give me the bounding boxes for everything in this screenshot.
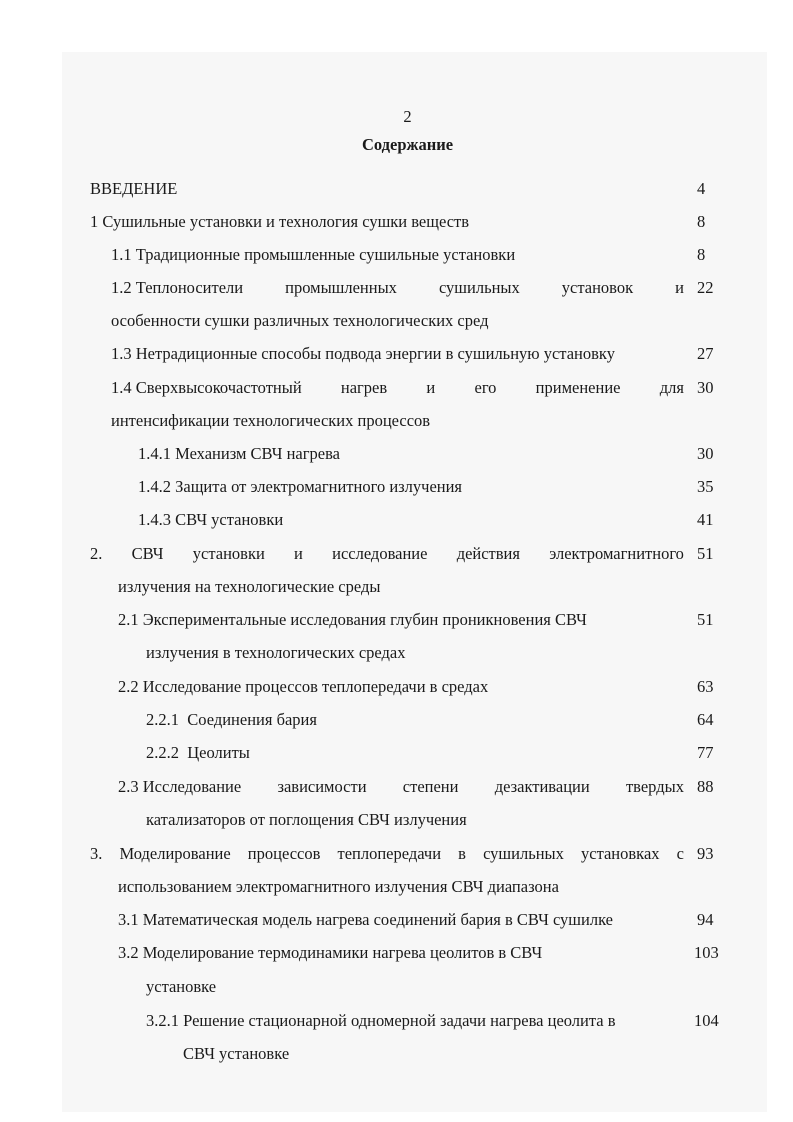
toc-entry-page: 88 <box>697 777 714 796</box>
word: его <box>474 378 497 397</box>
toc-entry-page: 22 <box>697 278 714 297</box>
toc-entry-line2: использованием электромагнитного излучения СВЧ диапазона <box>118 877 559 896</box>
toc-entry-page: 77 <box>697 743 714 762</box>
word: Моделирование <box>119 844 231 863</box>
word: СВЧ <box>131 544 164 563</box>
page-number: 2 <box>403 107 412 126</box>
word: для <box>659 378 684 397</box>
toc-entry-line2: СВЧ установке <box>183 1044 290 1063</box>
toc-entry-line1: 2.1 Экспериментальные исследования глубин проникновения СВЧ <box>118 610 587 629</box>
word: действия <box>456 544 520 563</box>
toc-entry-line1 <box>90 544 684 564</box>
word: 3. <box>90 844 103 863</box>
toc-entry-page: 64 <box>697 710 714 729</box>
word: с <box>676 844 684 863</box>
toc-entry-label: 1.4.1 Механизм СВЧ нагрева <box>138 444 340 463</box>
toc-entry-page: 27 <box>697 344 714 363</box>
toc-entry-line1: 3.2 Моделирование термодинамики нагрева цеолитов в СВЧ <box>118 943 543 962</box>
word: 2.3 Исследование <box>118 777 242 796</box>
toc-entry-page: 93 <box>697 844 714 863</box>
toc-entry-line1 <box>118 777 684 797</box>
toc-entry-page: 8 <box>697 245 706 264</box>
word: и <box>675 278 684 297</box>
toc-entry-page: 103 <box>694 943 719 962</box>
toc-entry-page: 35 <box>697 477 714 496</box>
page-title: Содержание <box>361 135 454 154</box>
toc-entry-page: 51 <box>697 544 714 563</box>
word: и <box>426 378 436 397</box>
word: 1.2 Теплоносители <box>111 278 244 297</box>
toc-entry-page: 51 <box>697 610 714 629</box>
word: зависимости <box>277 777 367 796</box>
word: сушильных <box>438 278 520 297</box>
toc-entry-label: 1 Сушильные установки и технология сушки веществ <box>90 212 470 231</box>
word: 1.4 Сверхвысокочастотный <box>111 378 302 397</box>
toc-entry-line2: интенсификации технологических процессов <box>111 411 431 430</box>
word: дезактивации <box>494 777 590 796</box>
toc-entry-page: 41 <box>697 510 714 529</box>
word: в <box>458 844 466 863</box>
toc-entry-label: 1.4.2 Защита от электромагнитного излучения <box>138 477 463 496</box>
toc-entry-label: 2.2 Исследование процессов теплопередачи в средах <box>118 677 489 696</box>
word: процессов <box>247 844 321 863</box>
toc-entry-line2: катализаторов от поглощения СВЧ излучения <box>146 810 467 829</box>
toc-entry-label: 2.2.1 Соединения бария <box>146 710 317 729</box>
word: электромагнитного <box>549 544 684 563</box>
toc-entry-label: 1.1 Традиционные промышленные сушильные установки <box>111 245 516 264</box>
toc-entry-page: 8 <box>697 212 706 231</box>
word: и <box>294 544 303 563</box>
word: теплопередачи <box>337 844 442 863</box>
word: применение <box>535 378 621 397</box>
toc-entry-label: 1.4.3 СВЧ установки <box>138 510 284 529</box>
word: промышленных <box>285 278 397 297</box>
toc-entry-page: 30 <box>697 378 714 397</box>
toc-entry-page: 30 <box>697 444 714 463</box>
toc-entry-label: 1.3 Нетрадиционные способы подвода энергии в сушильную установку <box>111 344 615 363</box>
word: исследование <box>332 544 428 563</box>
toc-entry-label: 3.1 Математическая модель нагрева соединений бария в СВЧ сушилке <box>118 910 614 929</box>
toc-entry-label: ВВЕДЕНИЕ <box>90 179 178 198</box>
toc-entry-page: 63 <box>697 677 714 696</box>
word: сушильных <box>483 844 564 863</box>
toc-entry-line1 <box>111 278 684 298</box>
toc-entry-line2: излучения в технологических средах <box>146 643 406 662</box>
toc-entry-line1: 3.2.1 Решение стационарной одномерной задачи нагрева цеолита в <box>146 1011 616 1030</box>
toc-entry-page: 104 <box>694 1011 719 1030</box>
word: установок <box>561 278 634 297</box>
word: нагрев <box>340 378 388 397</box>
toc-entry-line2: особенности сушки различных технологических сред <box>111 311 489 330</box>
word: степени <box>402 777 459 796</box>
toc-entry-label: 2.2.2 Цеолиты <box>146 743 250 762</box>
word: 2. <box>90 544 103 563</box>
toc-entry-line2: излучения на технологические среды <box>118 577 381 596</box>
toc-entry-page: 4 <box>697 179 706 198</box>
toc-entry-page: 94 <box>697 910 714 929</box>
toc-entry-line2: установке <box>146 977 217 996</box>
toc-entry-line1 <box>90 844 684 864</box>
toc-entry-line1 <box>111 378 684 398</box>
word: твердых <box>625 777 684 796</box>
word: установках <box>581 844 660 863</box>
word: установки <box>192 544 265 563</box>
